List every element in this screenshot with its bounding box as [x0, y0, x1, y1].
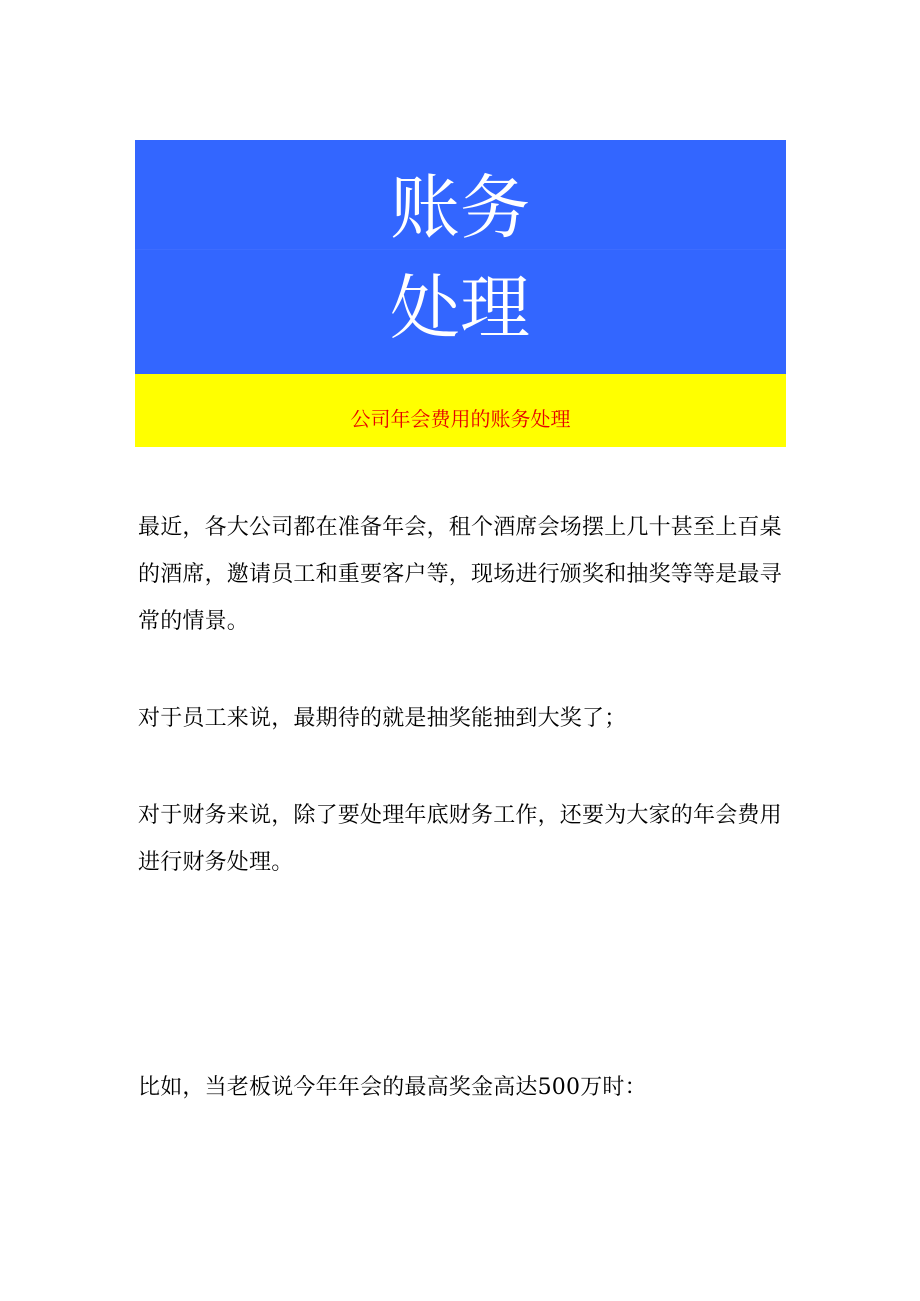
paragraph-intro: 最近，各大公司都在准备年会，租个酒席会场摆上几十甚至上百桌的酒席，邀请员工和重要客户等，现场进行颁奖和抽奖等等是最寻常的情景。: [138, 515, 782, 634]
paragraph-employees: 对于员工来说，最期待的就是抽奖能抽到大奖了；: [138, 706, 627, 731]
banner-title-line-2: 处理: [390, 267, 530, 349]
subtitle: 公司年会费用的账务处理: [350, 407, 571, 431]
paragraph-finance: 对于财务来说，除了要处理年底财务工作，还要为大家的年会费用进行财务处理。: [138, 803, 782, 875]
banner-divider: [135, 249, 786, 250]
banner-title-line-1: 账务: [390, 167, 530, 249]
paragraph-example: 比如，当老板说今年年会的最高奖金高达500万时：: [138, 1075, 647, 1100]
